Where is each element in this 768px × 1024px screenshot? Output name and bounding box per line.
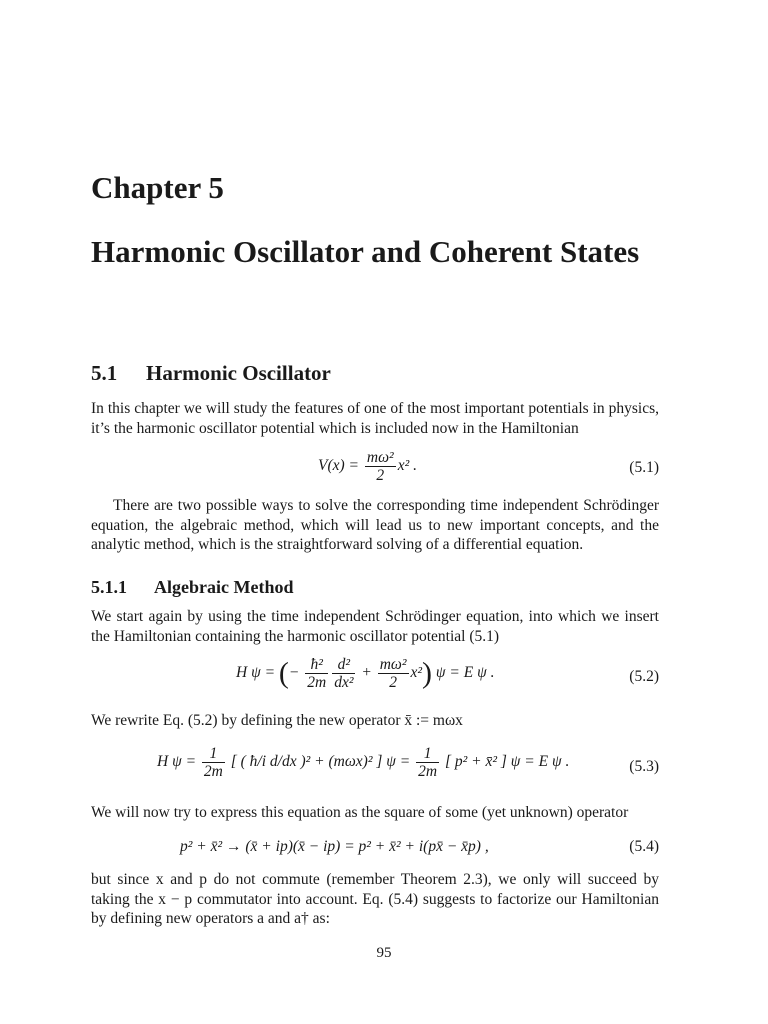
subsection-number: 5.1.1: [91, 577, 127, 597]
equation-number: (5.4): [629, 838, 659, 855]
equation-body: V(x) = $\frac{\text{mω²}}{2}$ x² .: [318, 449, 417, 484]
paragraph-commutator: but since x and p do not commute (remember Theorem 2.3), we only will succeed by taking the x − p commutator into account. Eq. (5.4) suggests to factorize our Hamiltonian by defining new operators a and a† as:: [91, 871, 659, 927]
section-title: Harmonic Oscillator: [146, 361, 331, 385]
paragraph-factorize: We will now try to express this equation as the square of some (yet unknown) operator: [91, 804, 629, 821]
equation-5-4: [91, 838, 659, 860]
paragraph-rewrite: We rewrite Eq. (5.2) by defining the new operator x̄ := mωx: [91, 712, 463, 729]
subsection-title: Algebraic Method: [154, 577, 294, 597]
equation-5-1: [91, 449, 659, 489]
chapter-title: Harmonic Oscillator and Coherent States: [91, 234, 640, 269]
equation-number: (5.1): [629, 459, 659, 476]
paragraph-intro: In this chapter we will study the features of one of the most important potentials in physics, it’s the harmonic oscillator potential which is included now in the Hamiltonian: [91, 400, 659, 437]
equation-number: (5.2): [629, 668, 659, 685]
subsection-heading: [91, 577, 293, 598]
section-number: 5.1: [91, 361, 118, 385]
equation-number: (5.3): [629, 758, 659, 775]
paragraph-methods: There are two possible ways to solve the corresponding time independent Schrödinger equation, the algebraic method, which will lead us to new important concepts, and the analytic method, which is the straightforward solving of a differential equation.: [91, 497, 659, 553]
chapter-label: Chapter 5: [91, 170, 224, 205]
equation-5-2: [91, 656, 659, 696]
page-number: 95: [376, 945, 392, 961]
equation-body: H ψ = $\frac{1}{2m}$ [ ( ħ/i d/dx )² + (mωx)² ] ψ = $\frac{1}{2m}$ [ p² + x̄² ] ψ = E ψ .: [157, 745, 570, 780]
equation-body: H ψ = (− $\frac{\text{ħ²}}{2m}$ $\frac{\text{d²}}{\text{dx²}}$ + $\frac{\text{mω²}}{2}$ x²) ψ = E ψ .: [236, 656, 495, 691]
section-heading: [91, 361, 331, 386]
paragraph-algebraic: We start again by using the time independent Schrödinger equation, into which we insert the Hamiltonian containing the harmonic oscillator potential (5.1): [91, 608, 659, 645]
equation-5-3: [91, 745, 659, 789]
equation-body: p² + x̄² → (x̄ + ip)(x̄ − ip) = p² + x̄² + i(px̄ − x̄p) ,: [180, 838, 489, 855]
